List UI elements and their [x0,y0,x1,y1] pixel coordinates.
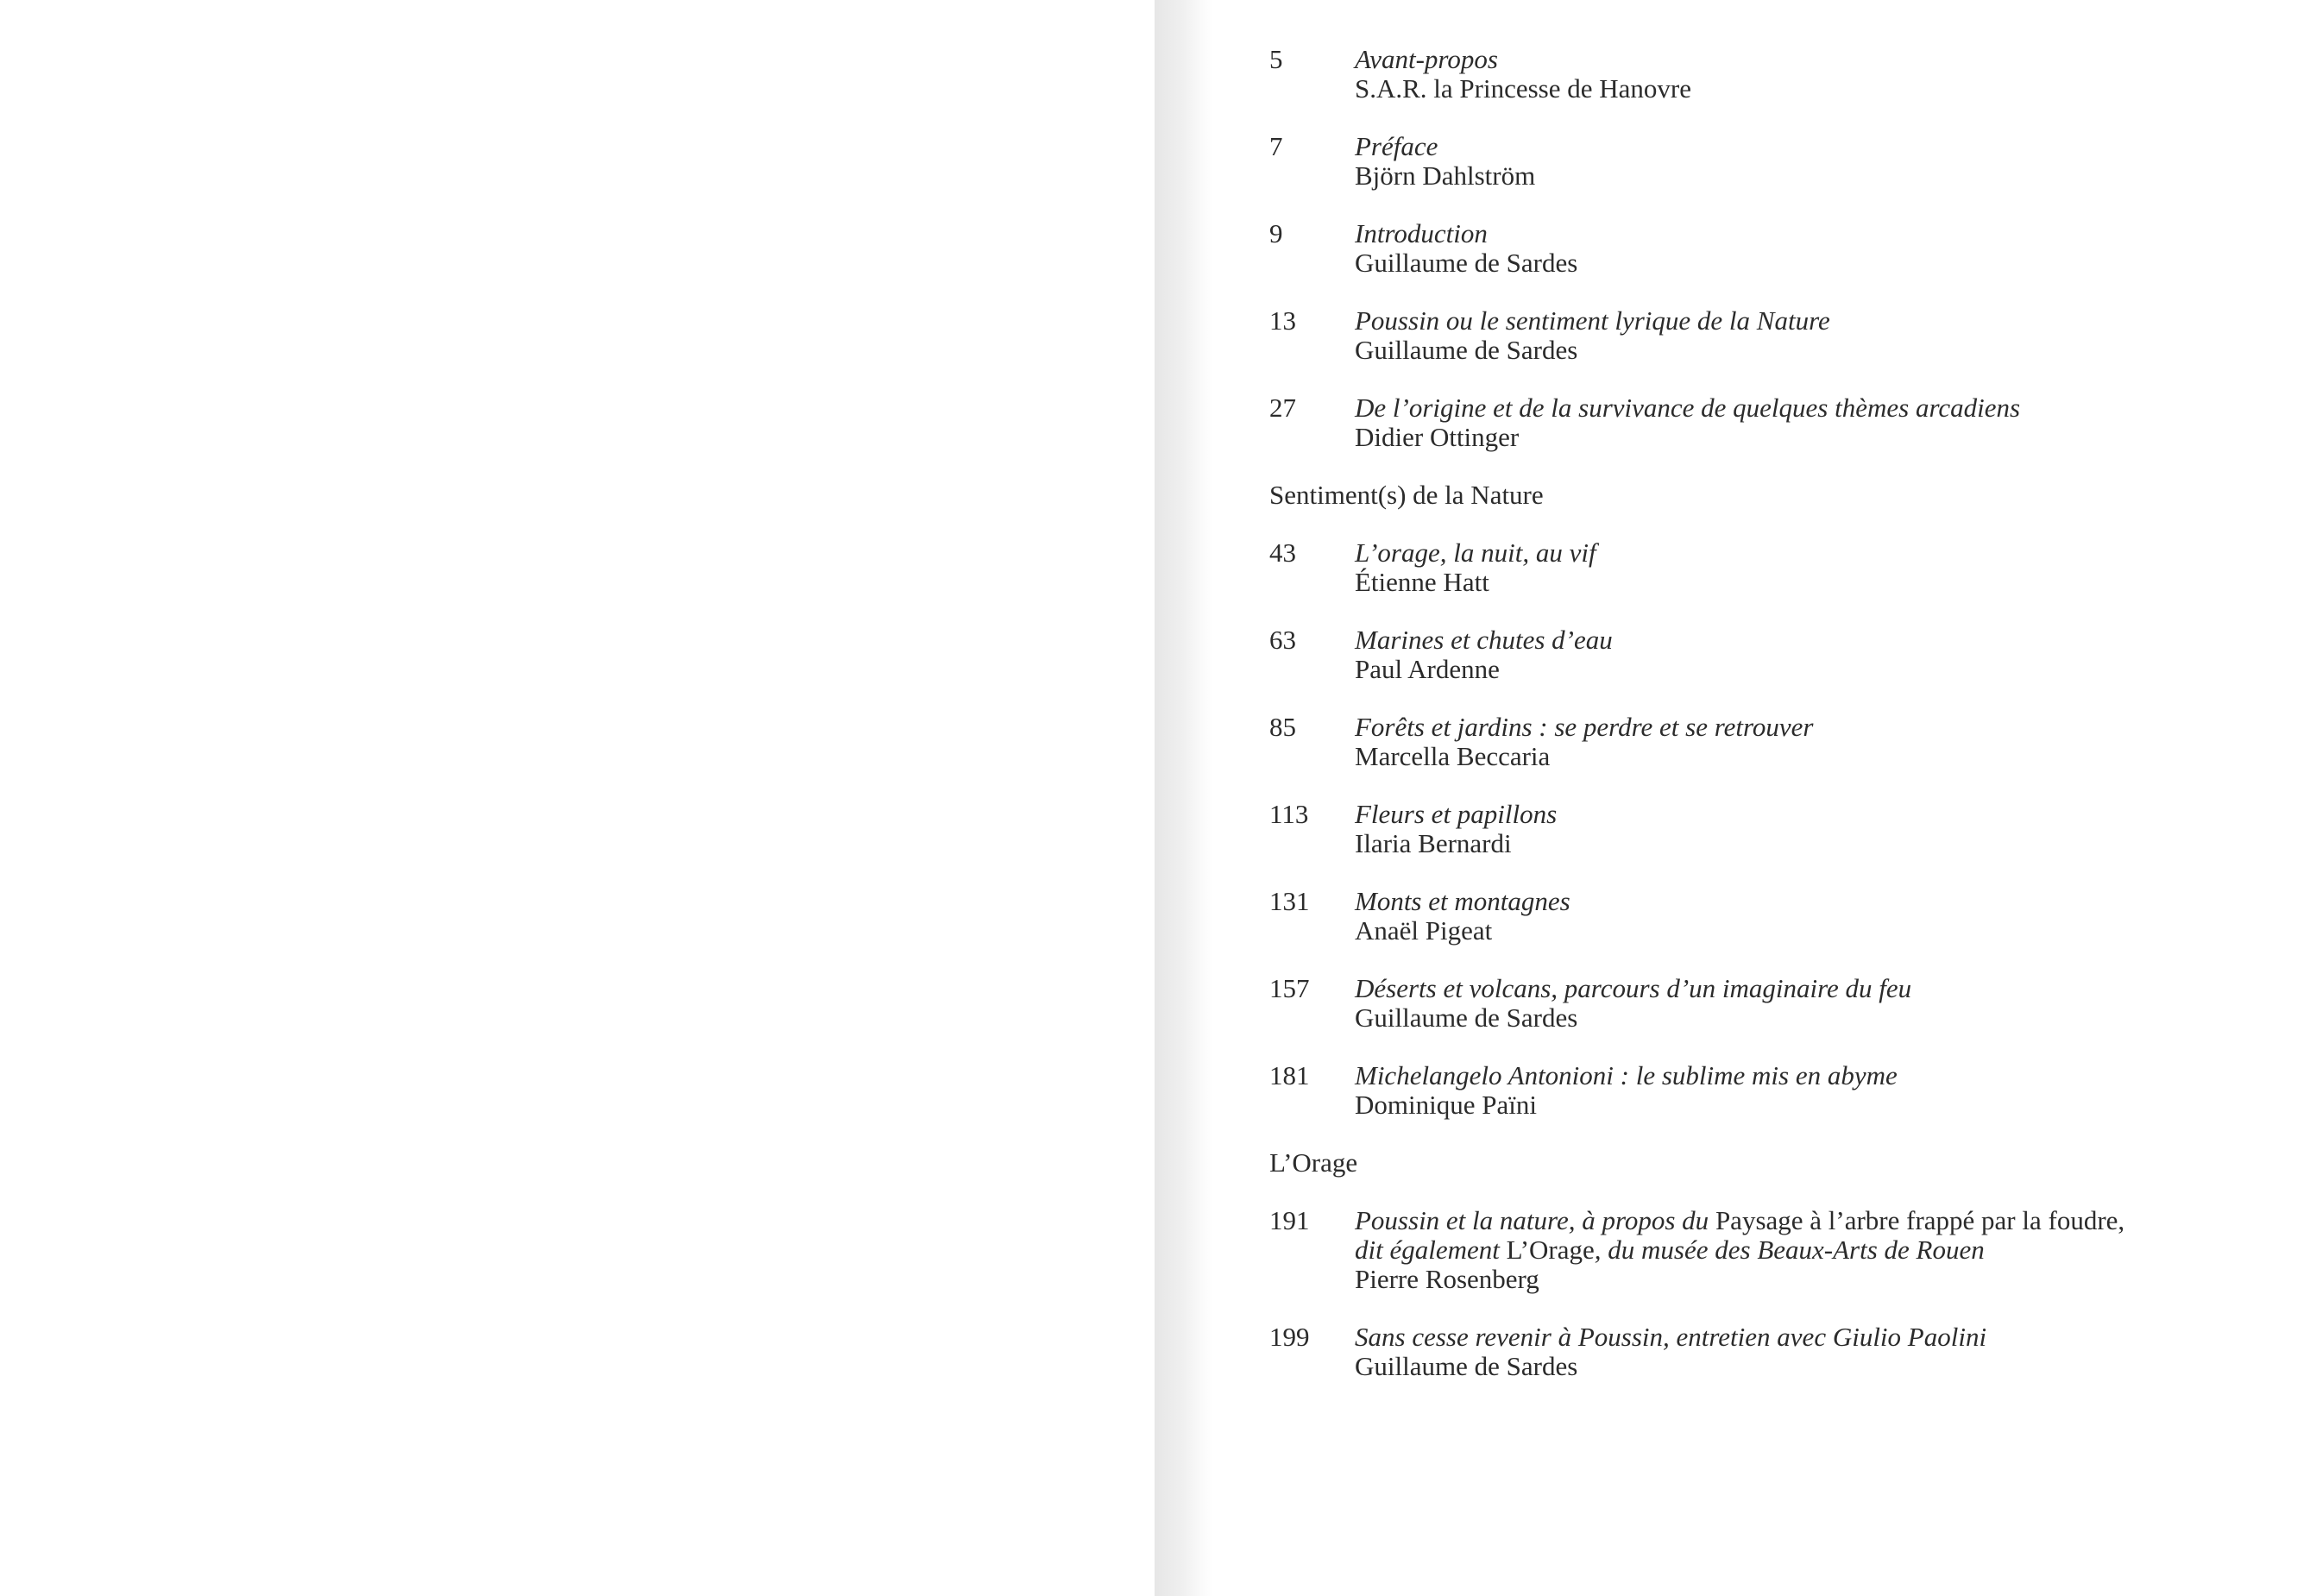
toc-title: Michelangelo Antonioni : le sublime mis en abyme [1355,1060,1898,1090]
table-of-contents [1269,45,2262,1410]
toc-author: Marcella Beccaria [1355,741,1551,771]
toc-title-part: dit également [1355,1235,1507,1265]
toc-page-number: 9 [1269,218,1283,248]
toc-page-number: 157 [1269,973,1310,1003]
toc-author: S.A.R. la Princesse de Hanovre [1355,73,1691,104]
toc-entry-themes-arcadiens [1269,393,2262,452]
section-heading-orage: L’Orage [1269,1147,1358,1178]
toc-author: Ilaria Bernardi [1355,828,1512,858]
toc-entry-introduction [1269,219,2262,278]
toc-entry-poussin-nature [1269,1206,2262,1294]
toc-title: Marines et chutes d’eau [1355,625,1613,655]
toc-page-number: 63 [1269,625,1296,655]
toc-title: Monts et montagnes [1355,886,1570,916]
toc-author: Björn Dahlström [1355,160,1536,191]
toc-page-number: 27 [1269,393,1296,423]
toc-title-part: , du musée des Beaux-Arts de Rouen [1594,1235,1985,1265]
toc-page-number: 5 [1269,44,1283,74]
toc-page-number: 13 [1269,305,1296,336]
toc-entry-avant-propos [1269,45,2262,104]
toc-title: L’orage, la nuit, au vif [1355,537,1596,568]
toc-author: Étienne Hatt [1355,567,1489,597]
toc-author: Guillaume de Sardes [1355,248,1578,278]
toc-page-number: 181 [1269,1060,1310,1090]
toc-title-part: Poussin et la nature, à propos du [1355,1205,1715,1235]
toc-entry-forets [1269,713,2262,771]
toc-title: Sans cesse revenir à Poussin, entretien avec Giulio Paolini [1355,1322,1987,1352]
toc-page-number: 113 [1269,799,1309,829]
toc-author: Guillaume de Sardes [1355,335,1578,365]
toc-entry-marines [1269,625,2262,684]
toc-title-artwork: L’Orage [1506,1235,1595,1265]
toc-title: Préface [1355,131,1438,161]
section-heading-nature: Sentiment(s) de la Nature [1269,480,1544,510]
toc-page-number: 43 [1269,537,1296,568]
toc-author: Didier Ottinger [1355,422,1520,452]
toc-entry-antonioni [1269,1061,2262,1120]
toc-title: De l’origine et de la survivance de quelques thèmes arcadiens [1355,393,2021,423]
toc-entry-poussin-lyrique [1269,306,2262,365]
toc-entry-fleurs [1269,800,2262,858]
toc-entry-deserts [1269,974,2262,1033]
toc-author: Pierre Rosenberg [1355,1264,1539,1294]
toc-entry-preface [1269,132,2262,191]
toc-entry-monts [1269,887,2262,946]
toc-title: Déserts et volcans, parcours d’un imaginaire du feu [1355,973,1912,1003]
toc-title: Poussin ou le sentiment lyrique de la Nature [1355,305,1830,336]
toc-title [1355,1206,2262,1265]
book-gutter-shadow [1155,0,1213,1596]
toc-page-number: 131 [1269,886,1310,916]
toc-page-number: 191 [1269,1205,1310,1235]
toc-author: Paul Ardenne [1355,654,1500,684]
toc-entry-orage-nuit [1269,538,2262,597]
toc-title: Forêts et jardins : se perdre et se retrouver [1355,712,1814,742]
toc-title-artwork: Paysage à l’arbre frappé par la foudre, [1715,1205,2125,1235]
toc-entry-paolini [1269,1323,2262,1381]
toc-title: Avant-propos [1355,44,1498,74]
toc-author: Dominique Païni [1355,1090,1537,1120]
toc-author: Guillaume de Sardes [1355,1002,1578,1033]
toc-page-number: 7 [1269,131,1283,161]
toc-page-number: 199 [1269,1322,1310,1352]
toc-title: Introduction [1355,218,1488,248]
toc-author: Anaël Pigeat [1355,915,1493,946]
toc-page-number: 85 [1269,712,1296,742]
toc-author: Guillaume de Sardes [1355,1351,1578,1381]
toc-title: Fleurs et papillons [1355,799,1558,829]
